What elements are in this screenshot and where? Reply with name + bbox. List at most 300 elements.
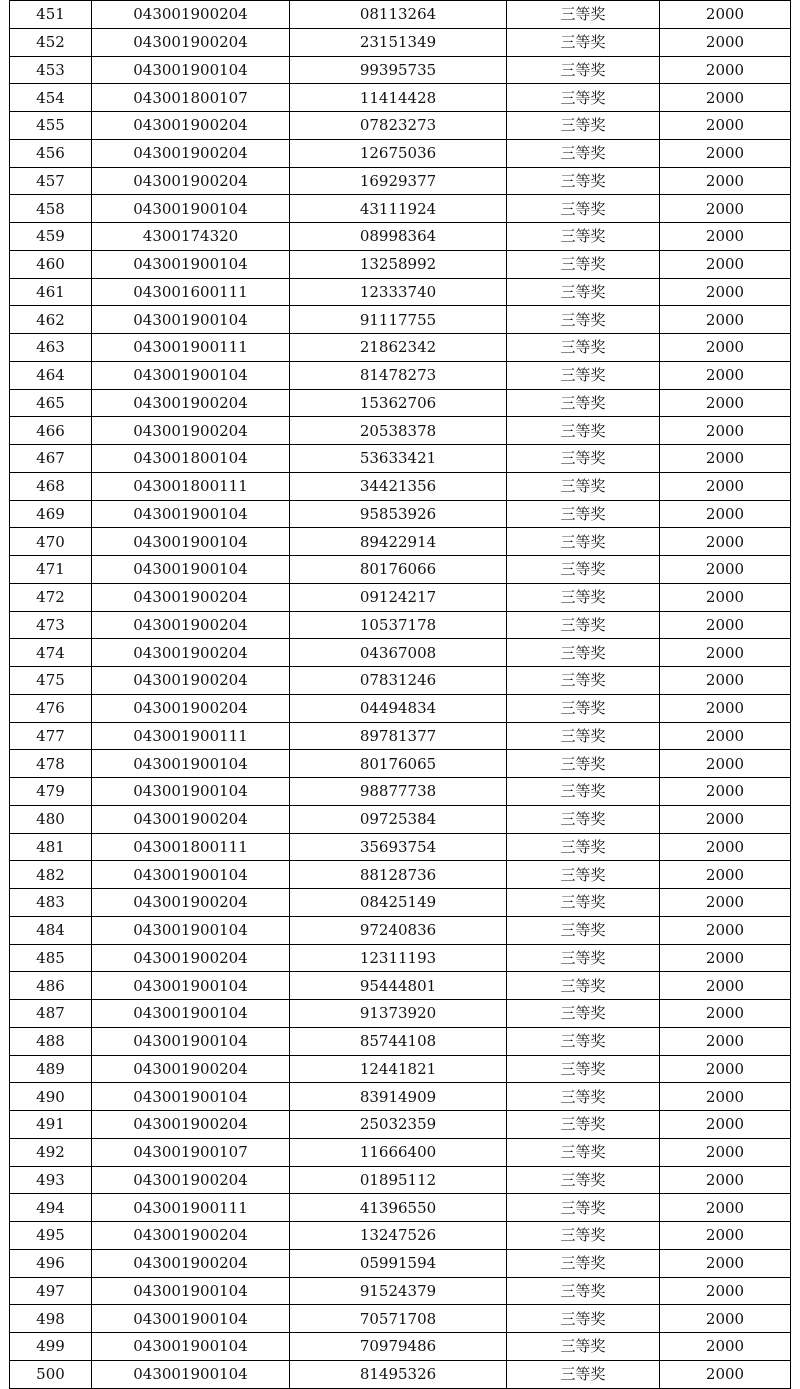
row-number-cell: 475 bbox=[10, 667, 92, 695]
school-code-cell: 043001800111 bbox=[92, 833, 290, 861]
prize-level-cell: 三等奖 bbox=[507, 56, 660, 84]
table-row bbox=[10, 389, 791, 417]
prize-level-cell: 三等奖 bbox=[507, 112, 660, 140]
school-code-cell: 043001900204 bbox=[92, 889, 290, 917]
row-number-cell: 459 bbox=[10, 223, 92, 251]
ticket-number-cell: 12333740 bbox=[290, 278, 507, 306]
table-row bbox=[10, 28, 791, 56]
ticket-number-cell: 70571708 bbox=[290, 1305, 507, 1333]
table-row bbox=[10, 1138, 791, 1166]
amount-cell: 2000 bbox=[660, 1333, 791, 1361]
ticket-number-cell: 81478273 bbox=[290, 361, 507, 389]
ticket-number-cell: 07823273 bbox=[290, 112, 507, 140]
prize-level-cell: 三等奖 bbox=[507, 334, 660, 362]
row-number-cell: 480 bbox=[10, 805, 92, 833]
table-row bbox=[10, 722, 791, 750]
amount-cell: 2000 bbox=[660, 1222, 791, 1250]
school-code-cell: 043001900204 bbox=[92, 639, 290, 667]
table-row bbox=[10, 833, 791, 861]
ticket-number-cell: 43111924 bbox=[290, 195, 507, 223]
ticket-number-cell: 12675036 bbox=[290, 139, 507, 167]
ticket-number-cell: 05991594 bbox=[290, 1249, 507, 1277]
school-code-cell: 043001900111 bbox=[92, 334, 290, 362]
prize-level-cell: 三等奖 bbox=[507, 778, 660, 806]
table-row bbox=[10, 778, 791, 806]
prize-level-cell: 三等奖 bbox=[507, 472, 660, 500]
ticket-number-cell: 35693754 bbox=[290, 833, 507, 861]
prize-level-cell: 三等奖 bbox=[507, 139, 660, 167]
table-row bbox=[10, 445, 791, 473]
amount-cell: 2000 bbox=[660, 722, 791, 750]
table-row bbox=[10, 167, 791, 195]
award-table bbox=[9, 0, 791, 1389]
table-row bbox=[10, 1360, 791, 1388]
prize-level-cell: 三等奖 bbox=[507, 1277, 660, 1305]
ticket-number-cell: 91373920 bbox=[290, 1000, 507, 1028]
table-row bbox=[10, 417, 791, 445]
row-number-cell: 474 bbox=[10, 639, 92, 667]
row-number-cell: 497 bbox=[10, 1277, 92, 1305]
table-row bbox=[10, 861, 791, 889]
school-code-cell: 043001900204 bbox=[92, 1111, 290, 1139]
row-number-cell: 500 bbox=[10, 1360, 92, 1388]
prize-level-cell: 三等奖 bbox=[507, 916, 660, 944]
prize-level-cell: 三等奖 bbox=[507, 861, 660, 889]
row-number-cell: 458 bbox=[10, 195, 92, 223]
prize-level-cell: 三等奖 bbox=[507, 1138, 660, 1166]
school-code-cell: 043001900104 bbox=[92, 56, 290, 84]
table-row bbox=[10, 1083, 791, 1111]
ticket-number-cell: 12441821 bbox=[290, 1055, 507, 1083]
table-row bbox=[10, 805, 791, 833]
prize-level-cell: 三等奖 bbox=[507, 1083, 660, 1111]
amount-cell: 2000 bbox=[660, 361, 791, 389]
row-number-cell: 498 bbox=[10, 1305, 92, 1333]
row-number-cell: 460 bbox=[10, 250, 92, 278]
ticket-number-cell: 25032359 bbox=[290, 1111, 507, 1139]
school-code-cell: 043001900104 bbox=[92, 1027, 290, 1055]
ticket-number-cell: 99395735 bbox=[290, 56, 507, 84]
amount-cell: 2000 bbox=[660, 805, 791, 833]
row-number-cell: 489 bbox=[10, 1055, 92, 1083]
row-number-cell: 470 bbox=[10, 528, 92, 556]
prize-level-cell: 三等奖 bbox=[507, 1, 660, 29]
school-code-cell: 043001900104 bbox=[92, 972, 290, 1000]
school-code-cell: 043001900204 bbox=[92, 667, 290, 695]
table-row bbox=[10, 694, 791, 722]
prize-level-cell: 三等奖 bbox=[507, 1249, 660, 1277]
table-row bbox=[10, 611, 791, 639]
amount-cell: 2000 bbox=[660, 139, 791, 167]
row-number-cell: 487 bbox=[10, 1000, 92, 1028]
school-code-cell: 043001900104 bbox=[92, 1000, 290, 1028]
amount-cell: 2000 bbox=[660, 556, 791, 584]
amount-cell: 2000 bbox=[660, 472, 791, 500]
school-code-cell: 043001900104 bbox=[92, 1360, 290, 1388]
amount-cell: 2000 bbox=[660, 611, 791, 639]
amount-cell: 2000 bbox=[660, 500, 791, 528]
ticket-number-cell: 85744108 bbox=[290, 1027, 507, 1055]
school-code-cell: 043001900104 bbox=[92, 916, 290, 944]
row-number-cell: 485 bbox=[10, 944, 92, 972]
table-row bbox=[10, 1166, 791, 1194]
prize-level-cell: 三等奖 bbox=[507, 84, 660, 112]
row-number-cell: 486 bbox=[10, 972, 92, 1000]
amount-cell: 2000 bbox=[660, 223, 791, 251]
row-number-cell: 469 bbox=[10, 500, 92, 528]
amount-cell: 2000 bbox=[660, 417, 791, 445]
prize-level-cell: 三等奖 bbox=[507, 167, 660, 195]
table-row bbox=[10, 306, 791, 334]
row-number-cell: 492 bbox=[10, 1138, 92, 1166]
amount-cell: 2000 bbox=[660, 916, 791, 944]
ticket-number-cell: 23151349 bbox=[290, 28, 507, 56]
ticket-number-cell: 95444801 bbox=[290, 972, 507, 1000]
row-number-cell: 477 bbox=[10, 722, 92, 750]
ticket-number-cell: 70979486 bbox=[290, 1333, 507, 1361]
school-code-cell: 043001800107 bbox=[92, 84, 290, 112]
prize-level-cell: 三等奖 bbox=[507, 1333, 660, 1361]
amount-cell: 2000 bbox=[660, 667, 791, 695]
table-row bbox=[10, 889, 791, 917]
table-row bbox=[10, 334, 791, 362]
row-number-cell: 462 bbox=[10, 306, 92, 334]
ticket-number-cell: 04367008 bbox=[290, 639, 507, 667]
school-code-cell: 043001900104 bbox=[92, 1083, 290, 1111]
row-number-cell: 483 bbox=[10, 889, 92, 917]
ticket-number-cell: 15362706 bbox=[290, 389, 507, 417]
row-number-cell: 464 bbox=[10, 361, 92, 389]
row-number-cell: 473 bbox=[10, 611, 92, 639]
school-code-cell: 043001900104 bbox=[92, 778, 290, 806]
table-row bbox=[10, 1055, 791, 1083]
prize-level-cell: 三等奖 bbox=[507, 278, 660, 306]
ticket-number-cell: 53633421 bbox=[290, 445, 507, 473]
prize-level-cell: 三等奖 bbox=[507, 195, 660, 223]
school-code-cell: 043001900204 bbox=[92, 139, 290, 167]
prize-level-cell: 三等奖 bbox=[507, 417, 660, 445]
school-code-cell: 043001900104 bbox=[92, 306, 290, 334]
school-code-cell: 043001900104 bbox=[92, 500, 290, 528]
school-code-cell: 043001900111 bbox=[92, 722, 290, 750]
school-code-cell: 043001900104 bbox=[92, 250, 290, 278]
row-number-cell: 465 bbox=[10, 389, 92, 417]
ticket-number-cell: 12311193 bbox=[290, 944, 507, 972]
ticket-number-cell: 08113264 bbox=[290, 1, 507, 29]
school-code-cell: 043001600111 bbox=[92, 278, 290, 306]
school-code-cell: 043001900104 bbox=[92, 861, 290, 889]
ticket-number-cell: 16929377 bbox=[290, 167, 507, 195]
prize-level-cell: 三等奖 bbox=[507, 528, 660, 556]
amount-cell: 2000 bbox=[660, 1249, 791, 1277]
table-row bbox=[10, 1333, 791, 1361]
school-code-cell: 043001900104 bbox=[92, 361, 290, 389]
prize-level-cell: 三等奖 bbox=[507, 694, 660, 722]
amount-cell: 2000 bbox=[660, 1055, 791, 1083]
table-row bbox=[10, 223, 791, 251]
school-code-cell: 043001900204 bbox=[92, 167, 290, 195]
table-row bbox=[10, 583, 791, 611]
amount-cell: 2000 bbox=[660, 1360, 791, 1388]
amount-cell: 2000 bbox=[660, 1083, 791, 1111]
amount-cell: 2000 bbox=[660, 1305, 791, 1333]
ticket-number-cell: 97240836 bbox=[290, 916, 507, 944]
row-number-cell: 499 bbox=[10, 1333, 92, 1361]
prize-level-cell: 三等奖 bbox=[507, 833, 660, 861]
prize-level-cell: 三等奖 bbox=[507, 361, 660, 389]
prize-level-cell: 三等奖 bbox=[507, 250, 660, 278]
prize-level-cell: 三等奖 bbox=[507, 1000, 660, 1028]
school-code-cell: 043001900204 bbox=[92, 112, 290, 140]
ticket-number-cell: 41396550 bbox=[290, 1194, 507, 1222]
table-row bbox=[10, 500, 791, 528]
prize-level-cell: 三等奖 bbox=[507, 639, 660, 667]
prize-level-cell: 三等奖 bbox=[507, 972, 660, 1000]
school-code-cell: 043001900104 bbox=[92, 1305, 290, 1333]
ticket-number-cell: 21862342 bbox=[290, 334, 507, 362]
school-code-cell: 043001900204 bbox=[92, 1249, 290, 1277]
table-row bbox=[10, 1000, 791, 1028]
ticket-number-cell: 80176066 bbox=[290, 556, 507, 584]
table-row bbox=[10, 1249, 791, 1277]
row-number-cell: 451 bbox=[10, 1, 92, 29]
school-code-cell: 043001900204 bbox=[92, 1222, 290, 1250]
ticket-number-cell: 91524379 bbox=[290, 1277, 507, 1305]
row-number-cell: 453 bbox=[10, 56, 92, 84]
school-code-cell: 043001900111 bbox=[92, 1194, 290, 1222]
table-row bbox=[10, 250, 791, 278]
ticket-number-cell: 83914909 bbox=[290, 1083, 507, 1111]
award-table-body bbox=[10, 1, 791, 1389]
ticket-number-cell: 91117755 bbox=[290, 306, 507, 334]
prize-level-cell: 三等奖 bbox=[507, 389, 660, 417]
amount-cell: 2000 bbox=[660, 1138, 791, 1166]
table-row bbox=[10, 944, 791, 972]
amount-cell: 2000 bbox=[660, 833, 791, 861]
prize-level-cell: 三等奖 bbox=[507, 28, 660, 56]
school-code-cell: 043001900204 bbox=[92, 1166, 290, 1194]
ticket-number-cell: 11666400 bbox=[290, 1138, 507, 1166]
ticket-number-cell: 01895112 bbox=[290, 1166, 507, 1194]
amount-cell: 2000 bbox=[660, 56, 791, 84]
ticket-number-cell: 81495326 bbox=[290, 1360, 507, 1388]
school-code-cell: 043001900107 bbox=[92, 1138, 290, 1166]
table-row bbox=[10, 361, 791, 389]
amount-cell: 2000 bbox=[660, 1000, 791, 1028]
table-row bbox=[10, 472, 791, 500]
table-row bbox=[10, 1111, 791, 1139]
amount-cell: 2000 bbox=[660, 778, 791, 806]
table-row bbox=[10, 1194, 791, 1222]
row-number-cell: 496 bbox=[10, 1249, 92, 1277]
amount-cell: 2000 bbox=[660, 167, 791, 195]
ticket-number-cell: 13258992 bbox=[290, 250, 507, 278]
amount-cell: 2000 bbox=[660, 639, 791, 667]
school-code-cell: 043001900204 bbox=[92, 583, 290, 611]
ticket-number-cell: 13247526 bbox=[290, 1222, 507, 1250]
school-code-cell: 043001900104 bbox=[92, 1333, 290, 1361]
ticket-number-cell: 34421356 bbox=[290, 472, 507, 500]
school-code-cell: 043001900204 bbox=[92, 694, 290, 722]
prize-level-cell: 三等奖 bbox=[507, 1305, 660, 1333]
prize-level-cell: 三等奖 bbox=[507, 889, 660, 917]
row-number-cell: 478 bbox=[10, 750, 92, 778]
row-number-cell: 472 bbox=[10, 583, 92, 611]
row-number-cell: 479 bbox=[10, 778, 92, 806]
amount-cell: 2000 bbox=[660, 28, 791, 56]
ticket-number-cell: 04494834 bbox=[290, 694, 507, 722]
table-row bbox=[10, 195, 791, 223]
row-number-cell: 468 bbox=[10, 472, 92, 500]
row-number-cell: 494 bbox=[10, 1194, 92, 1222]
row-number-cell: 495 bbox=[10, 1222, 92, 1250]
school-code-cell: 043001900104 bbox=[92, 750, 290, 778]
ticket-number-cell: 11414428 bbox=[290, 84, 507, 112]
school-code-cell: 043001800111 bbox=[92, 472, 290, 500]
row-number-cell: 456 bbox=[10, 139, 92, 167]
amount-cell: 2000 bbox=[660, 306, 791, 334]
ticket-number-cell: 08425149 bbox=[290, 889, 507, 917]
table-row bbox=[10, 1222, 791, 1250]
ticket-number-cell: 10537178 bbox=[290, 611, 507, 639]
school-code-cell: 043001900204 bbox=[92, 389, 290, 417]
row-number-cell: 463 bbox=[10, 334, 92, 362]
row-number-cell: 476 bbox=[10, 694, 92, 722]
amount-cell: 2000 bbox=[660, 583, 791, 611]
row-number-cell: 457 bbox=[10, 167, 92, 195]
amount-cell: 2000 bbox=[660, 1166, 791, 1194]
row-number-cell: 491 bbox=[10, 1111, 92, 1139]
amount-cell: 2000 bbox=[660, 389, 791, 417]
amount-cell: 2000 bbox=[660, 250, 791, 278]
amount-cell: 2000 bbox=[660, 944, 791, 972]
prize-level-cell: 三等奖 bbox=[507, 1222, 660, 1250]
prize-level-cell: 三等奖 bbox=[507, 611, 660, 639]
table-row bbox=[10, 278, 791, 306]
amount-cell: 2000 bbox=[660, 278, 791, 306]
prize-level-cell: 三等奖 bbox=[507, 944, 660, 972]
amount-cell: 2000 bbox=[660, 694, 791, 722]
school-code-cell: 043001900204 bbox=[92, 1055, 290, 1083]
prize-level-cell: 三等奖 bbox=[507, 1166, 660, 1194]
amount-cell: 2000 bbox=[660, 445, 791, 473]
school-code-cell: 4300174320 bbox=[92, 223, 290, 251]
table-row bbox=[10, 1277, 791, 1305]
school-code-cell: 043001900104 bbox=[92, 1277, 290, 1305]
table-row bbox=[10, 1, 791, 29]
amount-cell: 2000 bbox=[660, 1, 791, 29]
school-code-cell: 043001900204 bbox=[92, 611, 290, 639]
school-code-cell: 043001900104 bbox=[92, 528, 290, 556]
amount-cell: 2000 bbox=[660, 334, 791, 362]
row-number-cell: 455 bbox=[10, 112, 92, 140]
ticket-number-cell: 20538378 bbox=[290, 417, 507, 445]
row-number-cell: 467 bbox=[10, 445, 92, 473]
school-code-cell: 043001900204 bbox=[92, 944, 290, 972]
school-code-cell: 043001900104 bbox=[92, 195, 290, 223]
prize-level-cell: 三等奖 bbox=[507, 223, 660, 251]
row-number-cell: 481 bbox=[10, 833, 92, 861]
row-number-cell: 488 bbox=[10, 1027, 92, 1055]
row-number-cell: 471 bbox=[10, 556, 92, 584]
school-code-cell: 043001900204 bbox=[92, 805, 290, 833]
school-code-cell: 043001900204 bbox=[92, 28, 290, 56]
amount-cell: 2000 bbox=[660, 112, 791, 140]
table-row bbox=[10, 528, 791, 556]
prize-level-cell: 三等奖 bbox=[507, 1111, 660, 1139]
table-row bbox=[10, 139, 791, 167]
table-row bbox=[10, 667, 791, 695]
prize-level-cell: 三等奖 bbox=[507, 667, 660, 695]
school-code-cell: 043001900204 bbox=[92, 1, 290, 29]
table-row bbox=[10, 112, 791, 140]
ticket-number-cell: 89781377 bbox=[290, 722, 507, 750]
row-number-cell: 452 bbox=[10, 28, 92, 56]
row-number-cell: 461 bbox=[10, 278, 92, 306]
table-row bbox=[10, 972, 791, 1000]
table-row bbox=[10, 750, 791, 778]
ticket-number-cell: 95853926 bbox=[290, 500, 507, 528]
prize-level-cell: 三等奖 bbox=[507, 500, 660, 528]
table-row bbox=[10, 1027, 791, 1055]
table-row bbox=[10, 556, 791, 584]
row-number-cell: 484 bbox=[10, 916, 92, 944]
amount-cell: 2000 bbox=[660, 889, 791, 917]
amount-cell: 2000 bbox=[660, 1194, 791, 1222]
amount-cell: 2000 bbox=[660, 972, 791, 1000]
prize-level-cell: 三等奖 bbox=[507, 445, 660, 473]
ticket-number-cell: 89422914 bbox=[290, 528, 507, 556]
table-row bbox=[10, 639, 791, 667]
amount-cell: 2000 bbox=[660, 1111, 791, 1139]
prize-level-cell: 三等奖 bbox=[507, 583, 660, 611]
prize-level-cell: 三等奖 bbox=[507, 556, 660, 584]
amount-cell: 2000 bbox=[660, 861, 791, 889]
row-number-cell: 466 bbox=[10, 417, 92, 445]
school-code-cell: 043001900104 bbox=[92, 556, 290, 584]
table-row bbox=[10, 1305, 791, 1333]
prize-level-cell: 三等奖 bbox=[507, 1360, 660, 1388]
ticket-number-cell: 80176065 bbox=[290, 750, 507, 778]
table-row bbox=[10, 916, 791, 944]
ticket-number-cell: 09124217 bbox=[290, 583, 507, 611]
amount-cell: 2000 bbox=[660, 1027, 791, 1055]
amount-cell: 2000 bbox=[660, 1277, 791, 1305]
row-number-cell: 454 bbox=[10, 84, 92, 112]
prize-level-cell: 三等奖 bbox=[507, 722, 660, 750]
prize-level-cell: 三等奖 bbox=[507, 1027, 660, 1055]
table-row bbox=[10, 56, 791, 84]
prize-level-cell: 三等奖 bbox=[507, 1194, 660, 1222]
prize-level-cell: 三等奖 bbox=[507, 306, 660, 334]
amount-cell: 2000 bbox=[660, 195, 791, 223]
table-row bbox=[10, 84, 791, 112]
prize-level-cell: 三等奖 bbox=[507, 805, 660, 833]
row-number-cell: 490 bbox=[10, 1083, 92, 1111]
ticket-number-cell: 09725384 bbox=[290, 805, 507, 833]
amount-cell: 2000 bbox=[660, 84, 791, 112]
row-number-cell: 493 bbox=[10, 1166, 92, 1194]
row-number-cell: 482 bbox=[10, 861, 92, 889]
amount-cell: 2000 bbox=[660, 528, 791, 556]
prize-level-cell: 三等奖 bbox=[507, 750, 660, 778]
ticket-number-cell: 07831246 bbox=[290, 667, 507, 695]
amount-cell: 2000 bbox=[660, 750, 791, 778]
ticket-number-cell: 08998364 bbox=[290, 223, 507, 251]
ticket-number-cell: 98877738 bbox=[290, 778, 507, 806]
school-code-cell: 043001900204 bbox=[92, 417, 290, 445]
school-code-cell: 043001800104 bbox=[92, 445, 290, 473]
